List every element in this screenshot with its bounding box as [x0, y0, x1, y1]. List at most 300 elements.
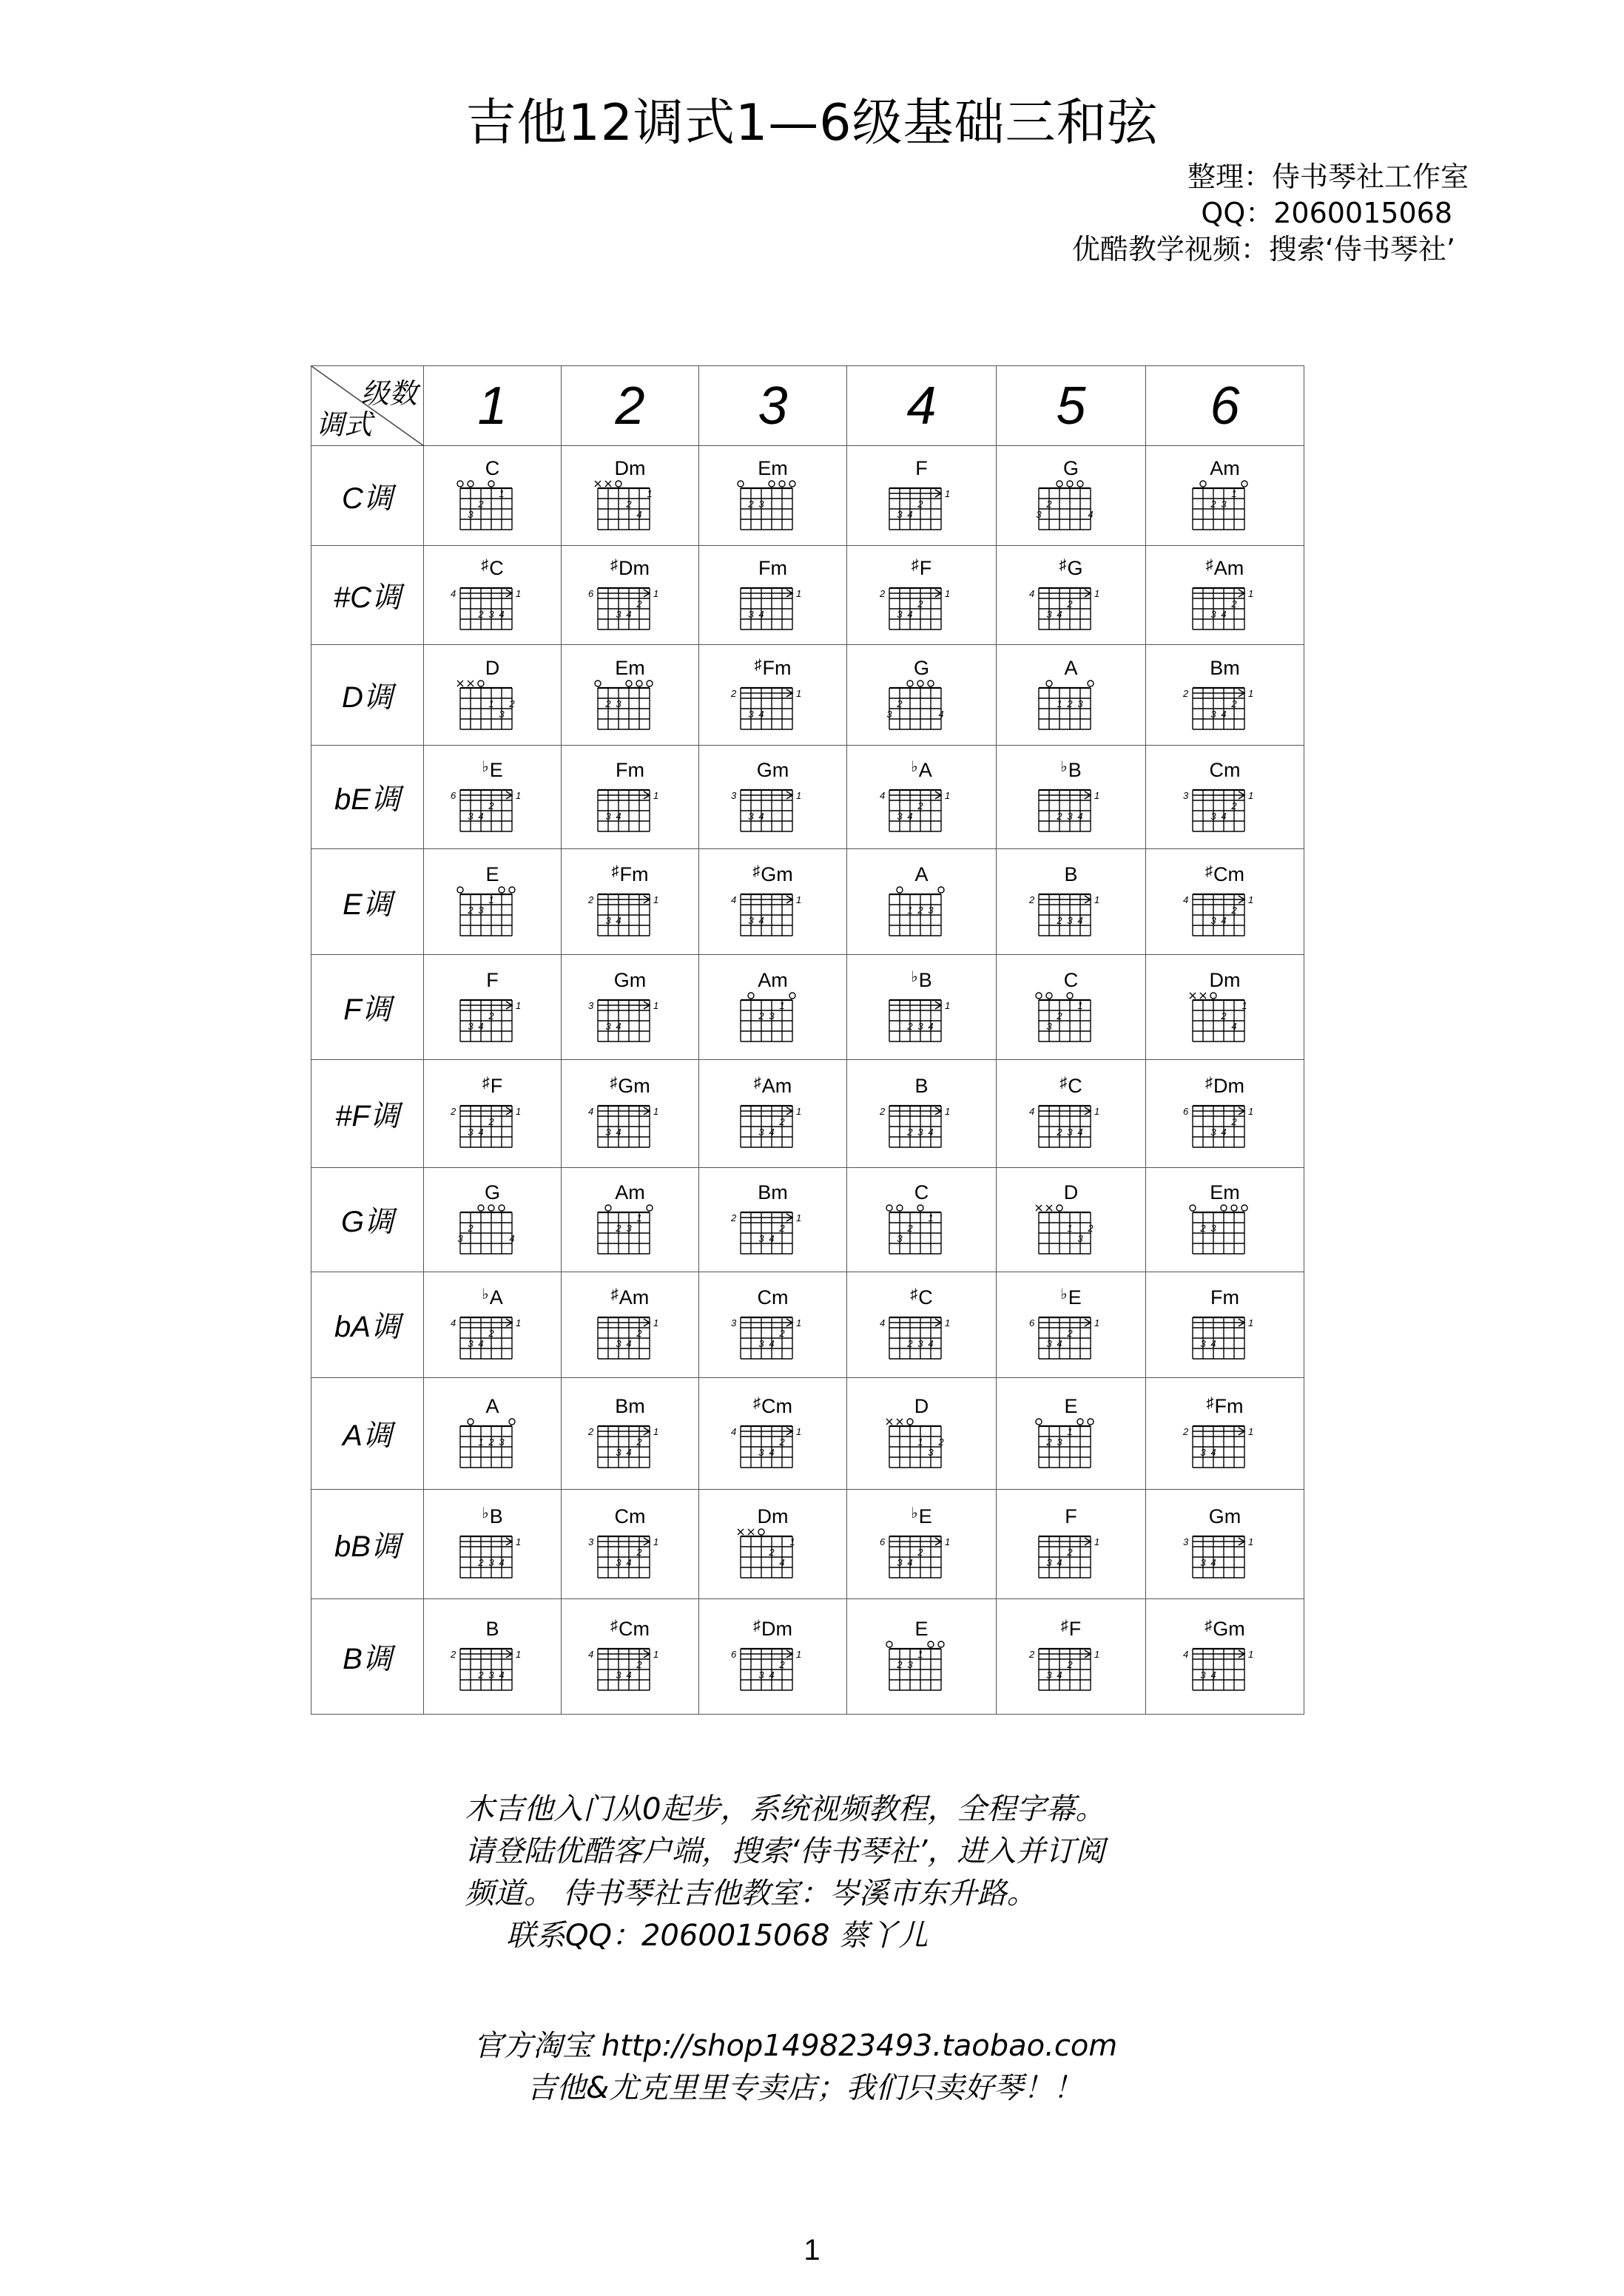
- svg-text:1: 1: [653, 1536, 658, 1548]
- chord-grid: [1027, 990, 1116, 1049]
- sharp-icon: ♯: [1205, 1075, 1213, 1092]
- sharp-icon: ♯: [1059, 1075, 1068, 1092]
- svg-text:4: 4: [927, 1020, 934, 1032]
- svg-text:3: 3: [615, 1446, 621, 1458]
- chord-diagram: [877, 1181, 966, 1255]
- svg-text:4: 4: [625, 1557, 632, 1569]
- chord-diagram: [729, 863, 818, 937]
- chord-grid: [1027, 780, 1116, 839]
- chord-diagram: [448, 1075, 537, 1149]
- svg-text:2: 2: [1066, 598, 1073, 610]
- svg-text:2: 2: [896, 1659, 903, 1671]
- chord-grid: [729, 678, 818, 737]
- chord-cell: [562, 1598, 699, 1714]
- chord-grid: [1181, 678, 1270, 737]
- svg-text:3: 3: [1056, 1436, 1062, 1448]
- chord-root: A: [489, 1286, 503, 1309]
- chord-root: Dm: [614, 457, 646, 480]
- svg-text:1: 1: [795, 1212, 801, 1223]
- chord-name: [729, 1181, 818, 1203]
- chord-cell: [997, 1489, 1146, 1598]
- svg-text:2: 2: [488, 1010, 494, 1022]
- shop-url[interactable]: 官方淘宝 http://shop149823493.taobao.com: [474, 2029, 1118, 2063]
- chord-cell: [424, 446, 562, 546]
- chord-root: G: [484, 1181, 500, 1203]
- chord-root: Dm: [1209, 968, 1241, 991]
- chord-name: [729, 863, 818, 885]
- svg-text:2: 2: [477, 608, 484, 620]
- chord-grid: [877, 884, 966, 943]
- chord-grid: [448, 1416, 537, 1475]
- table-row: [311, 1167, 1304, 1272]
- chord-cell: [699, 1272, 847, 1377]
- svg-text:4: 4: [1182, 1649, 1188, 1661]
- svg-text:2: 2: [488, 1436, 494, 1448]
- chord-grid: [448, 1202, 537, 1261]
- svg-text:3: 3: [615, 698, 621, 709]
- svg-text:4: 4: [1077, 1127, 1083, 1138]
- svg-text:2: 2: [778, 1327, 785, 1339]
- chord-grid: [1027, 1416, 1116, 1475]
- svg-text:3: 3: [488, 1557, 494, 1569]
- svg-text:4: 4: [879, 789, 885, 801]
- svg-text:4: 4: [906, 608, 913, 620]
- chord-root: D: [1063, 1181, 1079, 1203]
- chord-diagram: [586, 1505, 675, 1579]
- svg-text:2: 2: [896, 698, 903, 709]
- sharp-icon: ♯: [1060, 1618, 1068, 1635]
- svg-text:3: 3: [1182, 789, 1188, 801]
- sharp-icon: ♯: [1204, 1618, 1213, 1635]
- chord-diagram: [586, 1181, 675, 1255]
- chord-diagram: [729, 557, 818, 631]
- svg-text:2: 2: [450, 1106, 456, 1118]
- svg-text:3: 3: [456, 1232, 463, 1244]
- chord-root: C: [1068, 1075, 1082, 1098]
- flat-icon: ♭: [1060, 1286, 1068, 1303]
- svg-text:4: 4: [477, 1127, 484, 1138]
- chord-name: [1027, 557, 1116, 579]
- chord-grid: [877, 1202, 966, 1261]
- svg-text:4: 4: [937, 708, 944, 720]
- chord-cell: [562, 849, 699, 955]
- svg-text:1: 1: [1056, 698, 1062, 709]
- svg-text:1: 1: [1241, 999, 1247, 1011]
- chord-diagram: [1027, 1505, 1116, 1579]
- chord-name: [1181, 1181, 1270, 1203]
- chord-root: C: [489, 556, 504, 579]
- chord-grid: [448, 780, 537, 839]
- chord-cell: [997, 849, 1146, 955]
- svg-text:2: 2: [768, 1547, 775, 1559]
- chord-cell: [699, 849, 847, 955]
- key-cell: [311, 1598, 424, 1714]
- svg-text:1: 1: [653, 894, 658, 906]
- svg-text:2: 2: [1182, 687, 1188, 699]
- svg-text:4: 4: [1230, 1020, 1237, 1032]
- table-row: [311, 1489, 1304, 1598]
- svg-text:3: 3: [747, 708, 754, 720]
- chord-cell: [847, 746, 997, 849]
- svg-text:3: 3: [1035, 509, 1042, 521]
- table-row: [311, 955, 1304, 1060]
- chord-root: E: [914, 1618, 929, 1641]
- chord-grid: [729, 1307, 818, 1366]
- chord-diagram: [1181, 1618, 1270, 1692]
- svg-text:3: 3: [1045, 1557, 1052, 1569]
- chord-root: Dm: [761, 1618, 792, 1641]
- chord-diagram: [729, 657, 818, 731]
- chord-root: Gm: [756, 758, 789, 781]
- svg-text:3: 3: [1066, 915, 1073, 927]
- chord-diagram: [586, 1395, 675, 1469]
- svg-text:2: 2: [1066, 1659, 1073, 1671]
- svg-text:3: 3: [1199, 1337, 1206, 1349]
- svg-text:1: 1: [498, 488, 505, 500]
- chord-cell: [1146, 1598, 1304, 1714]
- svg-text:1: 1: [1247, 894, 1253, 906]
- chord-cell: [562, 645, 699, 746]
- svg-text:1: 1: [515, 999, 521, 1011]
- svg-text:1: 1: [1247, 1536, 1253, 1548]
- table-row: [311, 1377, 1304, 1489]
- chord-cell: [997, 1598, 1146, 1714]
- chord-root: Am: [1213, 556, 1244, 579]
- svg-text:4: 4: [477, 1020, 484, 1032]
- svg-text:2: 2: [467, 905, 474, 916]
- svg-text:2: 2: [1066, 1327, 1073, 1339]
- chord-cell: [1146, 1377, 1304, 1489]
- svg-text:3: 3: [488, 608, 494, 620]
- chord-root: A: [918, 758, 932, 781]
- svg-text:4: 4: [1210, 1557, 1216, 1569]
- svg-text:4: 4: [1210, 1446, 1216, 1458]
- chord-grid: [877, 578, 966, 637]
- svg-text:3: 3: [758, 1669, 764, 1681]
- sharp-icon: ♯: [910, 1286, 918, 1303]
- svg-text:3: 3: [604, 1020, 611, 1032]
- flat-icon: ♭: [482, 1505, 489, 1522]
- chord-cell: [562, 746, 699, 849]
- chord-root: C: [1063, 968, 1079, 991]
- chord-name: [586, 657, 675, 679]
- sharp-icon: ♯: [752, 863, 761, 880]
- key-label: G调: [340, 1206, 394, 1239]
- svg-text:1: 1: [488, 698, 494, 709]
- svg-text:3: 3: [1199, 1669, 1206, 1681]
- chord-root: Am: [619, 1286, 650, 1309]
- chord-name: [586, 457, 675, 479]
- chord-grid: [877, 780, 966, 839]
- svg-text:1: 1: [1094, 587, 1099, 599]
- svg-text:4: 4: [498, 608, 505, 620]
- svg-text:3: 3: [625, 1222, 632, 1234]
- svg-text:2: 2: [636, 1327, 642, 1339]
- table-row: [311, 1060, 1304, 1167]
- chord-cell: [699, 1598, 847, 1714]
- svg-text:1: 1: [944, 1536, 950, 1548]
- svg-text:6: 6: [450, 789, 456, 801]
- svg-text:3: 3: [758, 1232, 764, 1244]
- svg-text:2: 2: [508, 698, 515, 709]
- chord-grid: [877, 1526, 966, 1585]
- chord-cell: [847, 546, 997, 645]
- svg-text:3: 3: [1199, 1446, 1206, 1458]
- svg-text:3: 3: [498, 1436, 505, 1448]
- chord-name: [1181, 863, 1270, 885]
- chord-grid: [729, 1526, 818, 1585]
- chord-name: [1181, 1075, 1270, 1097]
- svg-text:3: 3: [896, 1232, 903, 1244]
- chord-name: [1181, 1286, 1270, 1309]
- chord-name: [729, 657, 818, 679]
- svg-text:2: 2: [477, 1669, 484, 1681]
- svg-text:4: 4: [879, 1317, 885, 1328]
- chord-diagram: [1027, 1286, 1116, 1360]
- svg-text:1: 1: [653, 1425, 658, 1437]
- svg-text:2: 2: [879, 587, 885, 599]
- chord-grid: [877, 1416, 966, 1475]
- svg-text:2: 2: [1182, 1425, 1188, 1437]
- chord-name: [448, 1286, 537, 1309]
- sharp-icon: ♯: [482, 1075, 490, 1092]
- chord-grid: [586, 678, 675, 737]
- chord-grid: [877, 1307, 966, 1366]
- chord-diagram: [729, 759, 818, 833]
- chord-name: [877, 969, 966, 991]
- chord-root: B: [485, 1618, 499, 1641]
- chord-name: [448, 1181, 537, 1203]
- svg-text:3: 3: [896, 509, 903, 521]
- chord-grid: [1027, 1638, 1116, 1698]
- chord-diagram: [729, 969, 818, 1043]
- svg-text:1: 1: [795, 1317, 801, 1328]
- svg-text:4: 4: [1220, 708, 1227, 720]
- svg-text:4: 4: [768, 1669, 775, 1681]
- svg-text:3: 3: [1210, 708, 1216, 720]
- table-header-row: [311, 366, 1304, 446]
- chord-root: Fm: [758, 556, 787, 579]
- chord-root: E: [1064, 1394, 1078, 1417]
- chord-grid: [448, 1095, 537, 1155]
- svg-text:3: 3: [1210, 1222, 1216, 1234]
- chord-diagram: [1181, 1395, 1270, 1469]
- chord-diagram: [1027, 1181, 1116, 1255]
- svg-text:3: 3: [604, 915, 611, 927]
- svg-text:2: 2: [917, 499, 923, 510]
- degree-header-5: [997, 366, 1146, 446]
- chord-root: Fm: [616, 758, 644, 781]
- chord-cell: [997, 1377, 1146, 1489]
- table-row: [311, 546, 1304, 645]
- svg-text:4: 4: [636, 509, 642, 521]
- chord-name: [729, 1286, 818, 1309]
- key-label: F调: [343, 993, 391, 1027]
- chord-diagram: [729, 1075, 818, 1149]
- chord-cell: [562, 1167, 699, 1272]
- chord-root: A: [914, 863, 929, 886]
- svg-text:4: 4: [730, 1425, 736, 1437]
- key-cell: [311, 849, 424, 955]
- svg-text:1: 1: [1230, 488, 1237, 500]
- chord-grid: [586, 884, 675, 943]
- footer-line: 联系QQ：2060015068 蔡丫儿: [506, 1919, 929, 1953]
- chord-cell: [562, 446, 699, 546]
- chord-diagram: [448, 457, 537, 531]
- chord-cell: [997, 446, 1146, 546]
- svg-text:1: 1: [927, 1212, 934, 1223]
- chord-name: [448, 863, 537, 885]
- chord-cell: [1146, 546, 1304, 645]
- chord-name: [1181, 1505, 1270, 1527]
- chord-root: Fm: [619, 863, 649, 886]
- svg-text:3: 3: [906, 1659, 913, 1671]
- chord-name: [1027, 863, 1116, 885]
- svg-text:1: 1: [1066, 1222, 1073, 1234]
- svg-text:4: 4: [1056, 1337, 1062, 1349]
- chord-cell: [562, 1272, 699, 1377]
- svg-text:3: 3: [886, 708, 892, 720]
- chord-diagram: [1027, 1395, 1116, 1469]
- chord-cell: [699, 955, 847, 1060]
- chord-grid: [1027, 1307, 1116, 1366]
- chord-cell: [1146, 849, 1304, 955]
- degree-label: 2: [615, 376, 645, 436]
- chord-grid: [1181, 1307, 1270, 1366]
- svg-text:1: 1: [917, 1436, 923, 1448]
- chord-diagram: [877, 657, 966, 731]
- sharp-icon: ♯: [610, 1618, 618, 1635]
- chord-cell: [1146, 645, 1304, 746]
- chord-root: Dm: [619, 556, 650, 579]
- chord-name: [1027, 1505, 1116, 1527]
- chord-cell: [699, 645, 847, 746]
- chord-cell: [699, 1167, 847, 1272]
- chord-diagram: [1181, 1286, 1270, 1360]
- svg-text:1: 1: [653, 999, 658, 1011]
- flat-icon: ♭: [911, 968, 918, 985]
- svg-text:3: 3: [927, 905, 934, 916]
- svg-text:2: 2: [1045, 1436, 1052, 1448]
- chord-diagram: [877, 1075, 966, 1149]
- svg-text:1: 1: [1247, 1425, 1253, 1437]
- svg-text:2: 2: [1028, 1649, 1034, 1661]
- chord-grid: [729, 780, 818, 839]
- table-row: [311, 1598, 1304, 1714]
- svg-text:1: 1: [515, 1649, 521, 1661]
- svg-text:3: 3: [1182, 1536, 1188, 1548]
- chord-root: G: [1062, 457, 1079, 480]
- chord-grid: [448, 1307, 537, 1366]
- svg-text:1: 1: [795, 789, 801, 801]
- svg-text:3: 3: [917, 1337, 923, 1349]
- chord-root: A: [485, 1394, 499, 1417]
- svg-text:3: 3: [615, 608, 621, 620]
- chord-grid: [1181, 990, 1270, 1049]
- svg-text:4: 4: [1077, 810, 1083, 822]
- footer-line: 木吉他入门从0起步，系统视频教程，全程字幕。: [465, 1792, 1105, 1826]
- svg-text:4: 4: [477, 1337, 484, 1349]
- chord-root: Em: [1210, 1181, 1240, 1203]
- chord-name: [1027, 759, 1116, 781]
- chord-diagram: [448, 759, 537, 833]
- chord-cell: [997, 746, 1146, 849]
- svg-text:1: 1: [1066, 1425, 1073, 1437]
- chord-grid: [729, 1095, 818, 1155]
- chord-root: Gm: [1208, 1505, 1241, 1528]
- chord-cell: [1146, 1060, 1304, 1167]
- chord-diagram: [448, 1395, 537, 1469]
- svg-text:1: 1: [1247, 687, 1253, 699]
- svg-text:1: 1: [944, 1317, 950, 1328]
- svg-text:1: 1: [1247, 1317, 1253, 1328]
- svg-text:4: 4: [927, 1127, 934, 1138]
- chord-name: [729, 557, 818, 579]
- chord-diagram: [1027, 1618, 1116, 1692]
- chord-grid: [1181, 578, 1270, 637]
- chord-grid: [729, 478, 818, 537]
- chord-name: [448, 759, 537, 781]
- svg-text:3: 3: [768, 1010, 775, 1022]
- svg-text:3: 3: [587, 999, 593, 1011]
- svg-text:1: 1: [917, 1649, 923, 1661]
- svg-text:3: 3: [467, 1127, 474, 1138]
- chord-root: B: [914, 1075, 929, 1098]
- svg-text:1: 1: [653, 1317, 658, 1328]
- svg-text:3: 3: [1045, 1337, 1052, 1349]
- svg-text:3: 3: [1077, 1232, 1083, 1244]
- svg-text:1: 1: [1094, 1649, 1099, 1661]
- chord-grid: [877, 990, 966, 1049]
- svg-text:3: 3: [1045, 608, 1052, 620]
- key-label: bB调: [334, 1530, 400, 1563]
- chord-name: [586, 969, 675, 991]
- chord-diagram: [729, 1181, 818, 1255]
- chord-name: [586, 1395, 675, 1417]
- chord-root: A: [1064, 656, 1078, 679]
- svg-text:2: 2: [477, 499, 484, 510]
- chord-root: Am: [758, 968, 788, 991]
- svg-text:4: 4: [587, 1106, 593, 1118]
- svg-text:3: 3: [498, 708, 505, 720]
- chord-root: G: [1067, 556, 1083, 579]
- chord-name: [877, 1286, 966, 1309]
- svg-text:2: 2: [1230, 698, 1237, 709]
- chord-grid: [877, 1638, 966, 1698]
- svg-text:3: 3: [747, 810, 754, 822]
- chord-cell: [1146, 955, 1304, 1060]
- chord-grid: [1027, 578, 1116, 637]
- chord-name: [448, 1505, 537, 1527]
- chord-cell: [424, 546, 562, 645]
- svg-text:2: 2: [758, 1010, 764, 1022]
- qq-credit: QQ：2060015068: [1201, 197, 1452, 229]
- chord-name: [877, 457, 966, 479]
- svg-text:2: 2: [778, 1436, 785, 1448]
- sharp-icon: ♯: [610, 1075, 618, 1092]
- chord-grid: [1027, 1202, 1116, 1261]
- chord-cell: [424, 1598, 562, 1714]
- chord-diagram: [877, 1286, 966, 1360]
- svg-text:2: 2: [906, 1337, 913, 1349]
- chord-grid: [448, 884, 537, 943]
- table-row: [311, 746, 1304, 849]
- chord-cell: [424, 1272, 562, 1377]
- svg-text:4: 4: [625, 1669, 632, 1681]
- key-label: D调: [342, 681, 393, 715]
- chord-diagram: [1181, 863, 1270, 937]
- svg-text:2: 2: [937, 1436, 944, 1448]
